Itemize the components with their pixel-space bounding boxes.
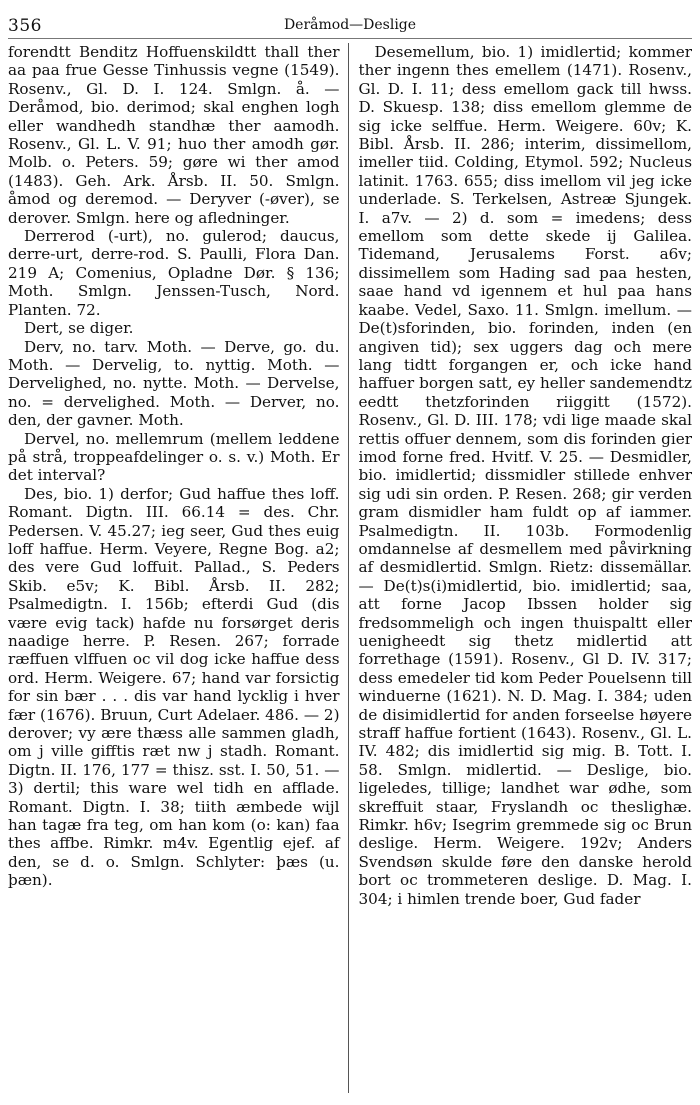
entry-paragraph: Dervel, no. mellemrum (mellem leddene på strå, troppeafdelinger o. s. v.) Moth. Er det interval? [8,429,340,485]
running-title: Deråmod—Deslige [283,17,417,33]
left-column [8,43,348,1093]
entry-paragraph: Desemellum, bio. 1) imidlertid; kommer ther ingenn thes emellem (1471). Rosenv., Gl. D. I. 11; dess emellom gack till hwss. D. Skuesp. 138; diss emellom glemme de sig icke selffue. Herm. Weigere. 60v; K. Bibl. Årsb. II. 286; interim, dissimellom, imeller tiid. Colding, Etymol. 592; Nucleus latinit. 1763. 655; diss imellom vil jeg icke underlade. S. Terkelsen, Astreæ Sjungek. I. a7v. — 2) d. som = imedens; dess emellom som dette skede ij Galilea. Tidemand, Jerusalems Forst. a6v; dissimellem som Hading sad paa hesten, saae hand vd igennem et hul paa hans kaabe. Vedel, Saxo. 11. Smlgn. imellum. — De(t)sforinden, bio. forinden, inden (en angiven tid); sex uggers dag och mere lang tidtt forgangen er, och icke hand haffuer borgen satt, ey heller sandemendtz eedtt thetzforinden riiggitt (1572). Rosenv., Gl. D. III. 178; vdi lige maade skal rettis offuer dennem, som dis forinden gier imod forne fred. Hvitf. V. 25. — Desmidler, bio. imidlertid; dissmidler stillede enhver sig udi sin orden. P. Resen. 268; gir verden gram dismidler ham fuldt op af iammer. Psalmedigtn. II. 103b. Formodenlig omdannelse af desmellem med påvirkning af desmidlertid. Smlgn. Rietz: dissemällar. — De(t)s(i)midlertid, bio. imidlertid; saa, att forne Jacop Ibssen holder sig fredsommeligh och ingen thuispaltt eller uenigheedt sig thetz midlertid att forrethage (1591). Rosenv., Gl D. IV. 317; dess emedeler tid kom Peder Pouelsenn till winduerne (1621). N. D. Mag. I. 384; uden de disimidlertid for anden forseelse høyere straff haffue fortient (1643). Rosenv., Gl. L. IV. 482; dis imidlertid sig mig. B. Tott. I. 58. Smlgn. midlertid. — Deslige, bio. ligeledes, tillige; landhet war ødhe, som skreffuit staar, Fryslandh oc theslighæ. Rimkr. h6v; Isegrim gremmede sig oc Brun deslige. Herm. Weigere. 192v; Anders Svendsøn skulde føre den danske herold bort oc trommeteren deslige. D. Mag. I. 304; i himlen trende boer, Gud fader [358,43,692,908]
entry-paragraph: Des, bio. 1) derfor; Gud haffue thes loff. Romant. Digtn. III. 66.14 = des. Chr. Pedersen. V. 45.27; ieg seer, Gud thes euig loff haffue. Herm. Veyere, Regne Bog. a2; des vere Gud loffuit. Pallad., S. Peders Skib. e5v; K. Bibl. Årsb. II. 282; Psalmedigtn. I. 156b; efterdi Gud (dis være evig tack) hafde nu forsørget deris naadige herre. P. Resen. 267; forrade ræffuen vlffuen oc vil dog icke haffue dess ord. Herm. Weigere. 67; hand var forsictig for sin bær . . . dis var hand lycklig i hver fær (1676). Bruun, Curt Adelaer. 486. — 2) derover; vy ære thæss alle sammen gladh, om j ville gifftis ræt nw j stadh. Romant. Digtn. II. 176, 177 = thisz. sst. I. 50, 51. — 3) dertil; this ware wel tidh en afflade. Romant. Digtn. I. 38; tiith æmbede wijl han tagæ fra teg, om han kom (o: kan) faa thes affbe. Rimkr. m4v. Egentlig ejef. af den, se d. o. Smlgn. Schlyter: þæs (u. þæn). [8,484,340,890]
text-columns [8,43,692,1093]
page-header [8,10,692,39]
entry-paragraph: Dert, se diger. [24,319,134,338]
page-number: 356 [8,16,42,36]
entry-paragraph: Derrerod (-urt), no. gulerod; daucus, derre-urt, derre-rod. S. Paulli, Flora Dan. 219 A; Comenius, Opladne Dør. § 136; Moth. Smlgn. Jenssen-Tusch, Nord. Planten. 72. [8,227,340,319]
entry-paragraph: Derv, no. tarv. Moth. — Derve, go. du. Moth. — Dervelig, to. nyttig. Moth. — Dervelighed, no. nytte. Moth. — Dervelse, no. = dervelighed. Moth. — Derver, no. den, der gavner. Moth. [8,337,340,430]
right-column [349,43,693,1093]
entry-paragraph: forendtt Benditz Hoffuenskildtt thall ther aa paa frue Gesse Tinhussis vegne (1549). Rosenv., Gl. D. I. 124. Smlgn. å. — Deråmod, bio. derimod; skal enghen logh eller wandhedh standhæ ther aamodh. Rosenv., Gl. L. V. 91; huo ther amodh gør. Molb. o. Peters. 59; gøre wi ther amod (1483). Geh. Ark. Årsb. II. 50. Smlgn. åmod og deremod. — Deryver (-øver), se derover. Smlgn. here og afledninger. [8,43,340,227]
